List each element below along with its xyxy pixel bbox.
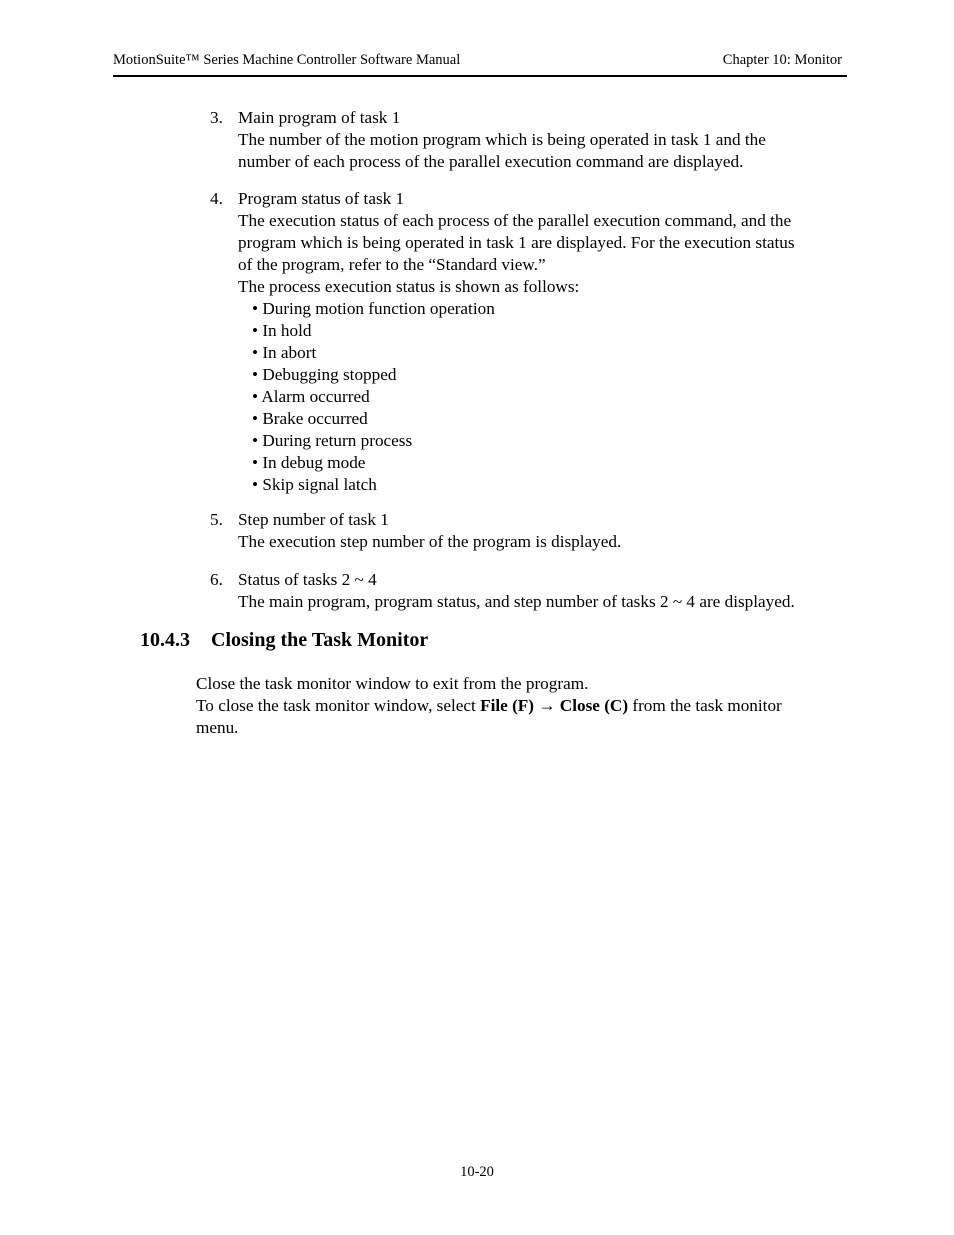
list-item (210, 509, 860, 553)
item-text-line: The process execution status is shown as follows: (238, 277, 580, 296)
item-text-line: The main program, program status, and step number of tasks 2 ~ 4 are displayed. (238, 592, 795, 611)
item-title: Status of tasks 2 ~ 4 (238, 570, 377, 589)
menu-close-label: Close (C) (559, 696, 629, 715)
item-text-line: The execution status of each process of the parallel execution command, and the (238, 211, 792, 230)
menu-file-label: File (F) (480, 696, 535, 715)
closing-paragraph (196, 673, 856, 739)
item-title: Step number of task 1 (238, 510, 389, 529)
bullet-item: • During return process (252, 431, 413, 450)
chapter-label: Chapter 10: Monitor (722, 52, 842, 68)
arrow-icon: → (534, 696, 560, 715)
section-heading (140, 629, 428, 652)
manual-title: MotionSuite™ Series Machine Controller Software Manual (113, 52, 461, 68)
item-text-line: of the program, refer to the “Standard view.” (238, 255, 546, 274)
item-number: 6. (210, 570, 223, 589)
bullet-item: • Alarm occurred (252, 387, 370, 406)
closing-line: Close the task monitor window to exit from the program. (196, 674, 589, 693)
list-item (210, 188, 860, 496)
item-text-line: program which is being operated in task 1 are displayed. For the execution status (238, 233, 795, 252)
closing-text: To close the task monitor window, select (196, 696, 481, 715)
item-number: 5. (210, 510, 223, 529)
bullet-item: • In hold (252, 321, 312, 340)
item-title: Main program of task 1 (238, 108, 401, 127)
bullet-item: • Skip signal latch (252, 475, 377, 494)
item-title: Program status of task 1 (238, 189, 405, 208)
bullet-item: • In debug mode (252, 453, 366, 472)
section-number: 10.4.3 (140, 629, 190, 651)
section-title: Closing the Task Monitor (211, 629, 429, 651)
bullet-item: • In abort (252, 343, 317, 362)
bullet-item: • During motion function operation (252, 299, 495, 318)
closing-line (196, 695, 856, 717)
list-item (210, 107, 860, 173)
bullet-item: • Brake occurred (252, 409, 368, 428)
page-header (113, 52, 847, 77)
status-bullet-list (252, 298, 860, 496)
list-item (210, 569, 860, 613)
closing-line: menu. (196, 718, 239, 737)
bullet-item: • Debugging stopped (252, 365, 397, 384)
item-number: 4. (210, 189, 223, 208)
page-number: 10-20 (460, 1164, 494, 1180)
item-text-line: The number of the motion program which is being operated in task 1 and the (238, 130, 766, 149)
item-number: 3. (210, 108, 223, 127)
item-text-line: number of each process of the parallel execution command are displayed. (238, 152, 744, 171)
item-text-line: The execution step number of the program is displayed. (238, 532, 622, 551)
closing-text: from the task monitor (628, 696, 782, 715)
